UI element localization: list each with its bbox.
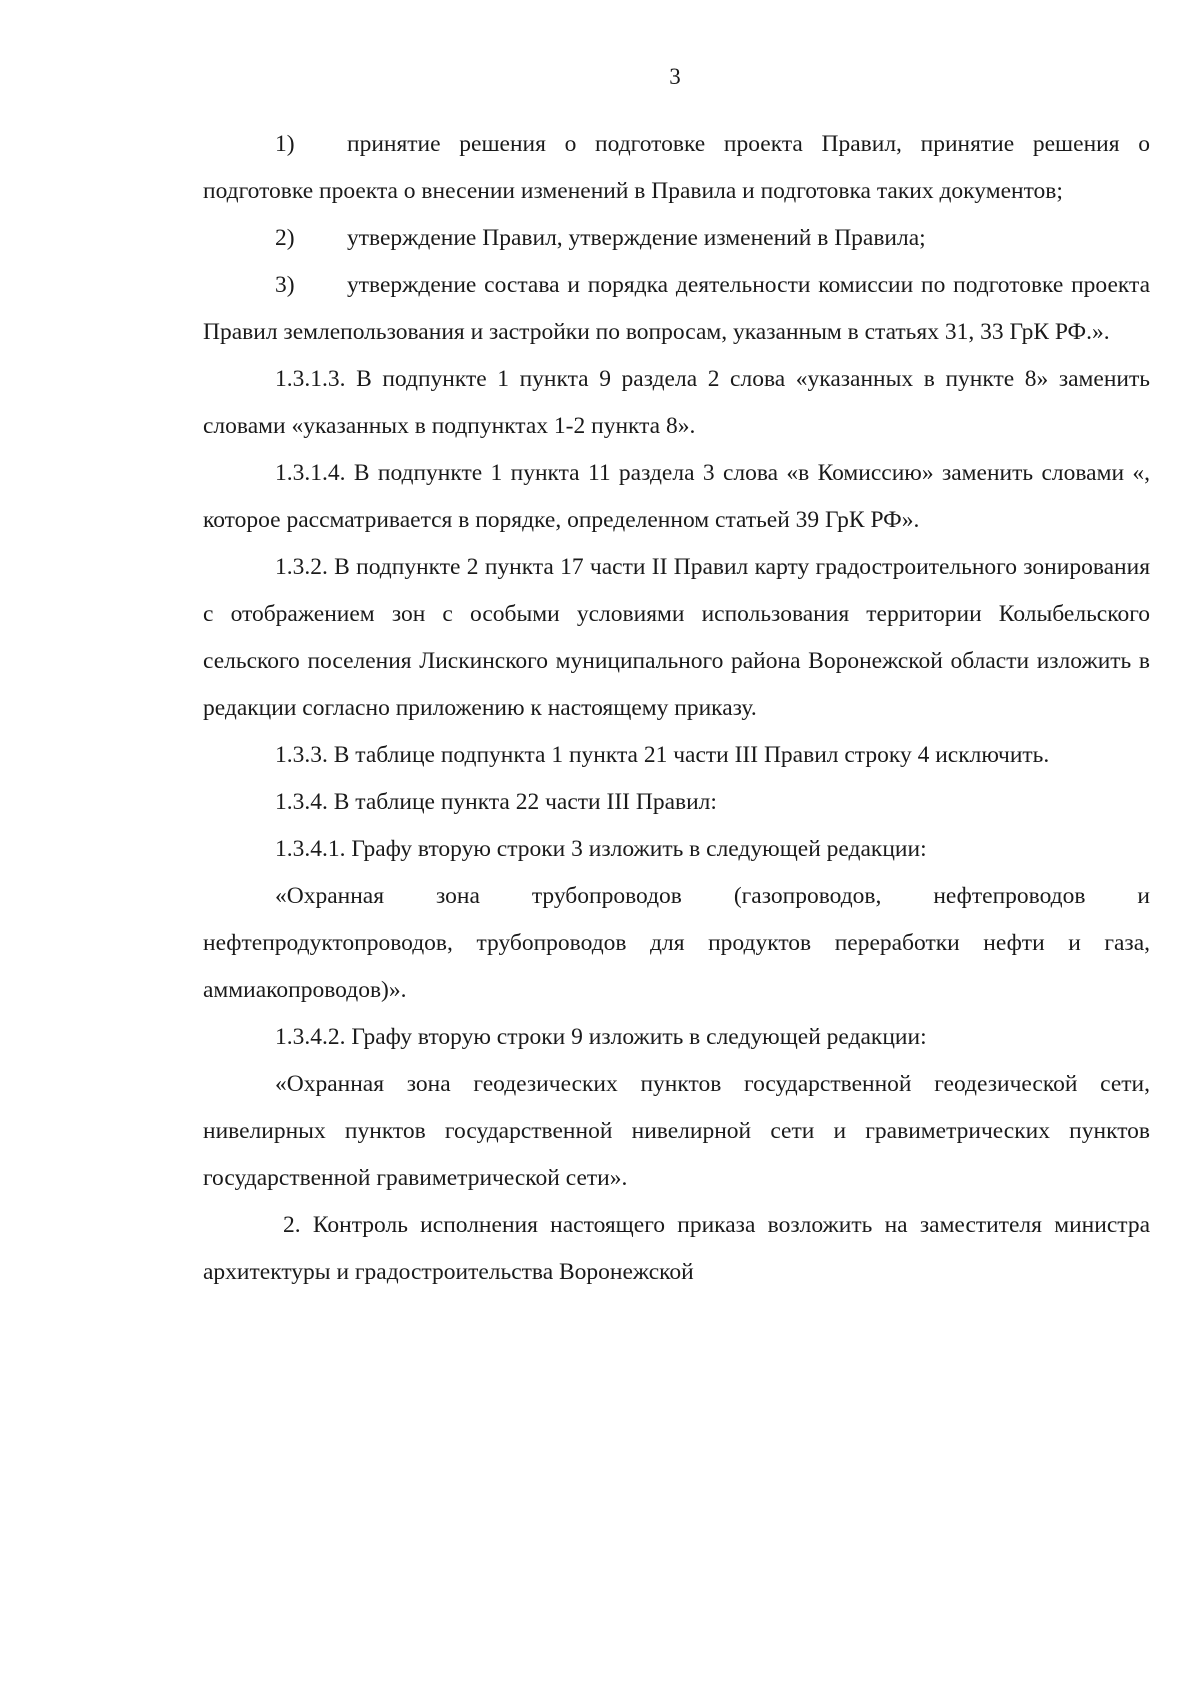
paragraph-1-3-4: 1.3.4. В таблице пункта 22 части III Правил: <box>275 789 717 815</box>
page-number: 3 <box>669 64 681 89</box>
list-item-3 <box>203 262 1150 356</box>
document-body <box>203 121 1150 1296</box>
list-item-text: утверждение состава и порядка деятельности комиссии по подготовке проекта Правил землепользования и застройки по вопросам, указанным в статьях 31, 33 ГрК РФ.». <box>203 272 1150 345</box>
paragraph-1-3-4-1: 1.3.4.1. Графу вторую строки 3 изложить в следующей редакции: <box>275 836 927 862</box>
list-number: 3) <box>275 272 295 298</box>
list-item-text: принятие решения о подготовке проекта Правил, принятие решения о подготовке проекта о внесении изменений в Правила и подготовка таких документов; <box>203 131 1150 204</box>
list-item-1 <box>203 121 1150 215</box>
paragraph-2: 2. Контроль исполнения настоящего приказа возложить на заместителя министра архитектуры и градостроительства Воронежской <box>203 1212 1150 1285</box>
quote-pipelines: «Охранная зона трубопроводов (газопроводов, нефтепроводов и нефтепродуктопроводов, трубопроводов для продуктов переработки нефти и газа, аммиакопроводов)». <box>203 883 1150 1003</box>
list-number: 1) <box>275 131 295 157</box>
list-item-text: утверждение Правил, утверждение изменений в Правила; <box>347 225 926 251</box>
paragraph-1-3-2: 1.3.2. В подпункте 2 пункта 17 части II Правил карту градостроительного зонирования с отображением зон с особыми условиями использования территории Колыбельского сельского поселения Лискинского муниципального района Воронежской области изложить в редакции согласно приложению к настоящему приказу. <box>203 554 1150 721</box>
list-item-2 <box>203 215 1150 262</box>
quote-geodetic: «Охранная зона геодезических пунктов государственной геодезической сети, нивелирных пунктов государственной нивелирной сети и гравиметрических пунктов государственной гравиметрической сети». <box>203 1071 1150 1191</box>
list-number: 2) <box>275 225 295 251</box>
paragraph-1-3-1-4: 1.3.1.4. В подпункте 1 пункта 11 раздела 3 слова «в Комиссию» заменить словами «, которое рассматривается в порядке, определенном статьей 39 ГрК РФ». <box>203 460 1150 533</box>
paragraph-1-3-1-3: 1.3.1.3. В подпункте 1 пункта 9 раздела 2 слова «указанных в пункте 8» заменить словами «указанных в подпунктах 1-2 пункта 8». <box>203 366 1150 439</box>
paragraph-1-3-3: 1.3.3. В таблице подпункта 1 пункта 21 части III Правил строку 4 исключить. <box>275 742 1050 768</box>
paragraph-1-3-4-2: 1.3.4.2. Графу вторую строки 9 изложить в следующей редакции: <box>275 1024 927 1050</box>
